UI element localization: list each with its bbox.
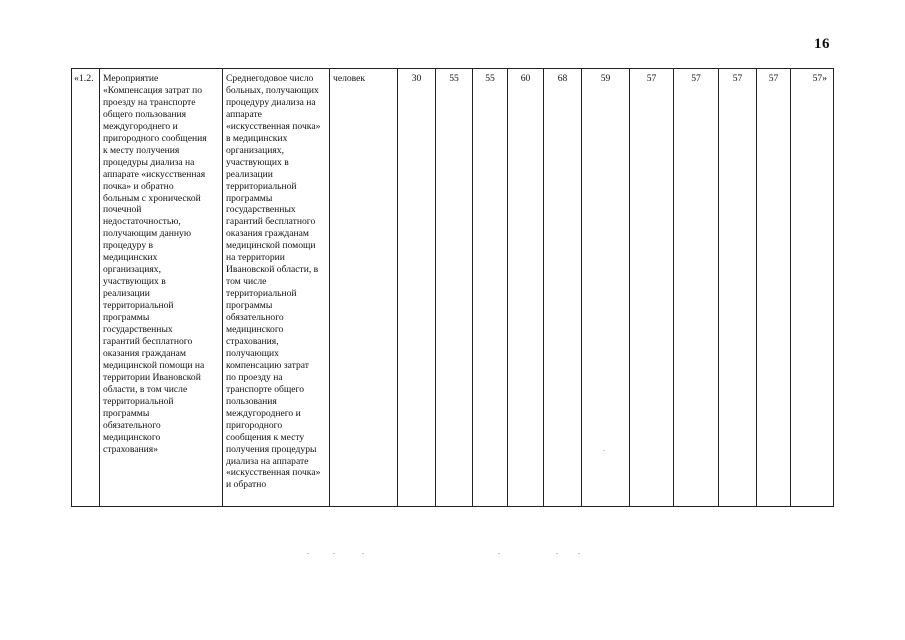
scan-speck	[578, 553, 580, 554]
unit-cell	[330, 69, 398, 507]
scan-speck	[362, 553, 364, 554]
scan-speck	[498, 553, 500, 554]
value-4: 60	[520, 73, 531, 84]
scan-speck	[307, 553, 309, 554]
value-cell-6	[582, 69, 630, 507]
value-cell-5	[544, 69, 582, 507]
value-3: 55	[485, 73, 495, 84]
indicator-description: Среднегодовое число больных, получающих процедуру диализа на аппарате «искусственная почка» в медицинских организациях, участвующих в реализации территориальной программы государственных гарантий бесплатного оказания гражданам медицинской помощи на территории Ивановской области, в том числе территориальной программы обязательного медицинского страхования, получающих компенсацию затрат по проезду на транспорте общего пользования междугороднего и пригородного сообщения к месту получения процедуры диализа на аппарате «искусственная почка» и обратно	[226, 73, 321, 491]
value-cell-9	[719, 69, 757, 507]
row-index: «1.2.	[74, 73, 94, 84]
value-cell-10	[757, 69, 791, 507]
indicator-table	[71, 68, 834, 507]
value-9: 57	[732, 73, 743, 84]
value-2: 55	[449, 73, 459, 84]
indicator-cell	[223, 69, 330, 507]
scan-speck	[603, 450, 605, 451]
value-cell-11	[791, 69, 834, 507]
value-cell-2	[436, 69, 473, 507]
value-1: 30	[411, 73, 422, 84]
value-cell-4	[508, 69, 544, 507]
value-6: 59	[600, 73, 611, 84]
unit-of-measure: человек	[333, 73, 366, 84]
page-number: 16	[814, 36, 830, 52]
value-10: 57	[768, 73, 779, 84]
event-description: Мероприятие «Компенсация затрат по проезду на транспорте общего пользования междугороднего и пригородного сообщения к месту получения процедуры диализа на аппарате «искусственная почка» и обратно больным с хронической почечной недостаточностью, получающим данную процедуру в медицинских организациях, участвующих в реализации территориальной программы государственных гарантий бесплатного оказания гражданам медицинской помощи на территории Ивановской области, в том числе территориальной программы обязательного медицинского страхования»	[103, 73, 207, 455]
value-5: 68	[557, 73, 568, 84]
value-cell-3	[473, 69, 508, 507]
value-7: 57	[646, 73, 657, 84]
scan-speck	[556, 553, 558, 554]
scan-speck	[333, 553, 335, 554]
value-8: 57	[691, 73, 701, 84]
row-index-cell	[72, 69, 100, 507]
value-cell-1	[398, 69, 436, 507]
table-row	[72, 69, 834, 507]
value-11: 57»	[812, 73, 827, 84]
value-cell-7	[630, 69, 674, 507]
value-cell-8	[674, 69, 719, 507]
event-cell	[100, 69, 223, 507]
